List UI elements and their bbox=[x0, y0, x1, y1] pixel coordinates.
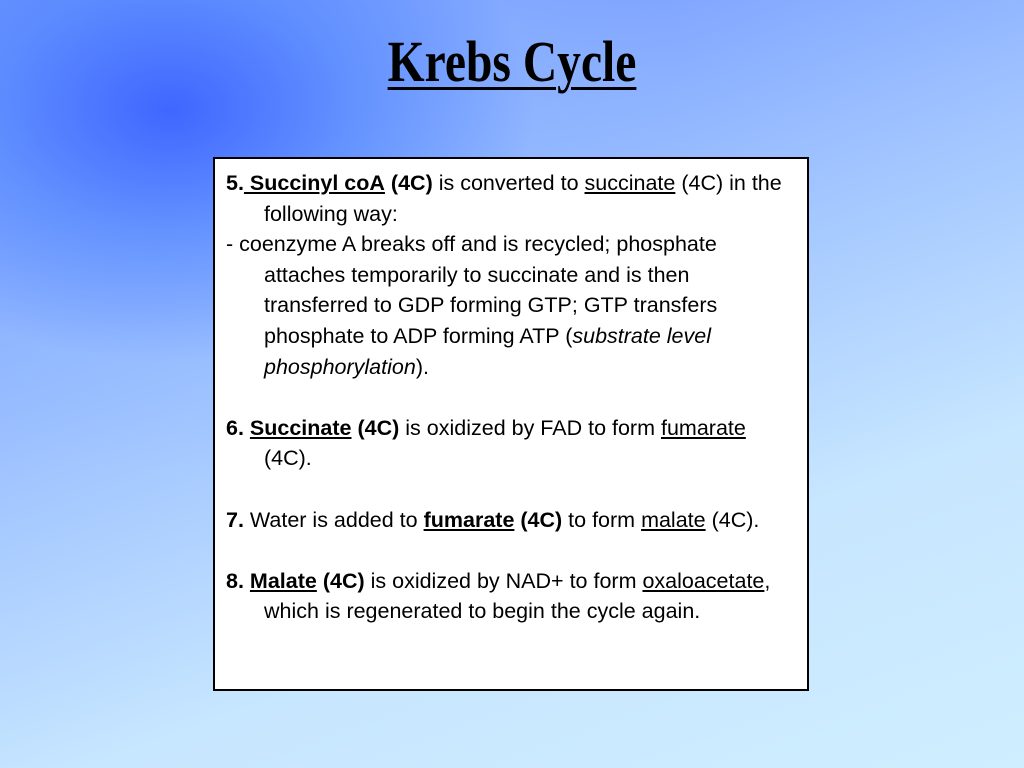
spacer bbox=[226, 474, 797, 505]
slide-title-text: Krebs Cycle bbox=[387, 29, 637, 94]
step-8-product: oxaloacetate bbox=[642, 568, 765, 593]
step-8-text1: is oxidized by NAD+ to form bbox=[364, 568, 643, 593]
spacer bbox=[226, 535, 797, 566]
step-7-product: malate bbox=[641, 507, 706, 532]
step-6-product: fumarate bbox=[660, 415, 746, 440]
step-6-term: Succinate bbox=[249, 415, 352, 440]
step-5-carbons: (4C) bbox=[390, 171, 433, 195]
step-7-text1: to form bbox=[562, 507, 642, 532]
step-7-term: fumarate bbox=[423, 507, 515, 532]
step-5-text1: is converted to bbox=[432, 171, 585, 195]
step-8-paragraph bbox=[226, 566, 797, 627]
step-7-number: 7. bbox=[226, 507, 244, 532]
step-5-detail-pre: - coenzyme A breaks off and is recycled; phosphate attaches temporarily to succinate and is then transferred to GDP forming GTP; GTP transfers phosphate to ADP forming ATP ( bbox=[226, 232, 718, 348]
content-box bbox=[213, 157, 809, 691]
step-8-term: Malate bbox=[249, 568, 317, 593]
step-6-number: 6. bbox=[226, 415, 244, 440]
step-8-text2: , which is regenerated to begin the cycle again. bbox=[264, 568, 771, 624]
step-7-carbons: (4C) bbox=[520, 507, 563, 532]
step-7-text2: (4C). bbox=[705, 507, 760, 532]
step-5-paragraph bbox=[226, 168, 797, 229]
step-6-paragraph bbox=[226, 413, 797, 474]
step-8-carbons: (4C) bbox=[322, 568, 365, 593]
slide-title bbox=[92, 28, 932, 95]
step-6-carbons: (4C) bbox=[357, 415, 400, 440]
step-5-detail-italic: substrate level phosphorylation bbox=[264, 323, 711, 379]
step-5-text2: (4C) in the following way: bbox=[264, 171, 782, 226]
step-5-product: succinate bbox=[584, 171, 676, 195]
step-5-detail-post: ). bbox=[415, 354, 429, 379]
step-7-text0: Water is added to bbox=[243, 507, 424, 532]
step-6-text2: (4C). bbox=[264, 446, 312, 471]
step-5-detail bbox=[226, 229, 797, 382]
step-7-paragraph bbox=[226, 505, 797, 536]
step-6-text1: is oxidized by FAD to form bbox=[399, 415, 661, 440]
step-5-number: 5. bbox=[226, 171, 244, 195]
step-8-number: 8. bbox=[226, 568, 244, 593]
step-5-term: Succinyl coA bbox=[243, 171, 385, 195]
spacer bbox=[226, 382, 797, 413]
